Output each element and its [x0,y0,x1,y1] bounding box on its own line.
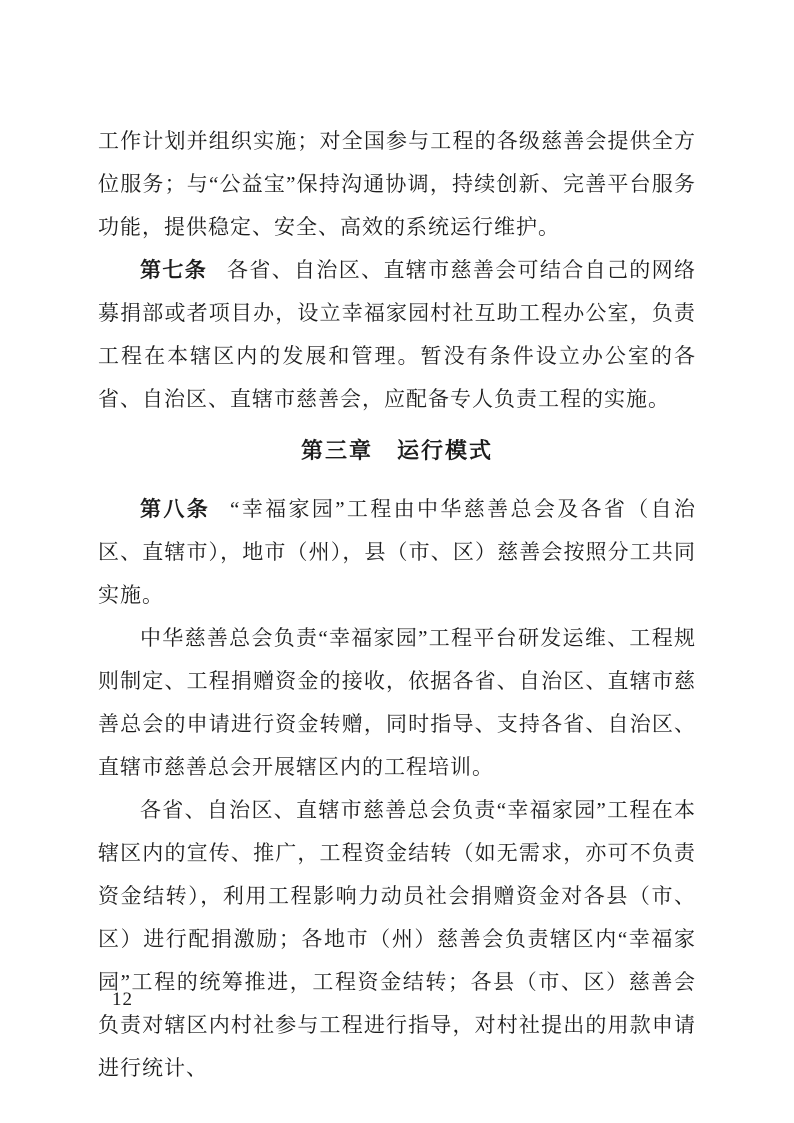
paragraph-provincial-duties: 各省、自治区、直辖市慈善总会负责“幸福家园”工程在本辖区内的宣传、推广，工程资金结转（如无需求，亦可不负责资金结转），利用工程影响力动员社会捐赠资金对各县（市、区）进行配捐激励；各地市（州）慈善会负责辖区内“幸福家园”工程的统筹推进，工程资金结转；各县（市、区）慈善会负责对辖区内村社参与工程进行指导，对村社提出的用款申请进行统计、 [98,798,696,1080]
article-7-label: 第七条 [140,259,208,282]
article-7-text: 各省、自治区、直辖市慈善会可结合自己的网络募捐部或者项目办，设立幸福家园村社互助工程办公室，负责工程在本辖区内的发展和管理。暂没有条件设立办公室的各省、自治区、直辖市慈善会，应配备专人负责工程的实施。 [98,258,697,411]
paragraph-article-7 [98,249,696,421]
article-8-label: 第八条 [140,498,211,521]
page-body-text [98,120,696,1090]
article-8-text: “幸福家园”工程由中华慈善总会及各省（自治区、直辖市），地市（州），县（市、区）慈善会按照分工共同实施。 [98,497,697,607]
paragraph-article-8 [98,488,696,617]
paragraph-national-federation-duties: 中华慈善总会负责“幸福家园”工程平台研发运维、工程规则制定、工程捐赠资金的接收，依据各省、自治区、直辖市慈善总会的申请进行资金转赠，同时指导、支持各省、自治区、直辖市慈善总会开展辖区内的工程培训。 [98,626,696,779]
paragraph-continuation: 工作计划并组织实施；对全国参与工程的各级慈善会提供全方位服务；与“公益宝”保持沟通协调，持续创新、完善平台服务功能，提供稳定、安全、高效的系统运行维护。 [98,129,696,239]
chapter-3-heading: 第三章 运行模式 [300,438,493,463]
page-number: 12 [112,989,133,1010]
